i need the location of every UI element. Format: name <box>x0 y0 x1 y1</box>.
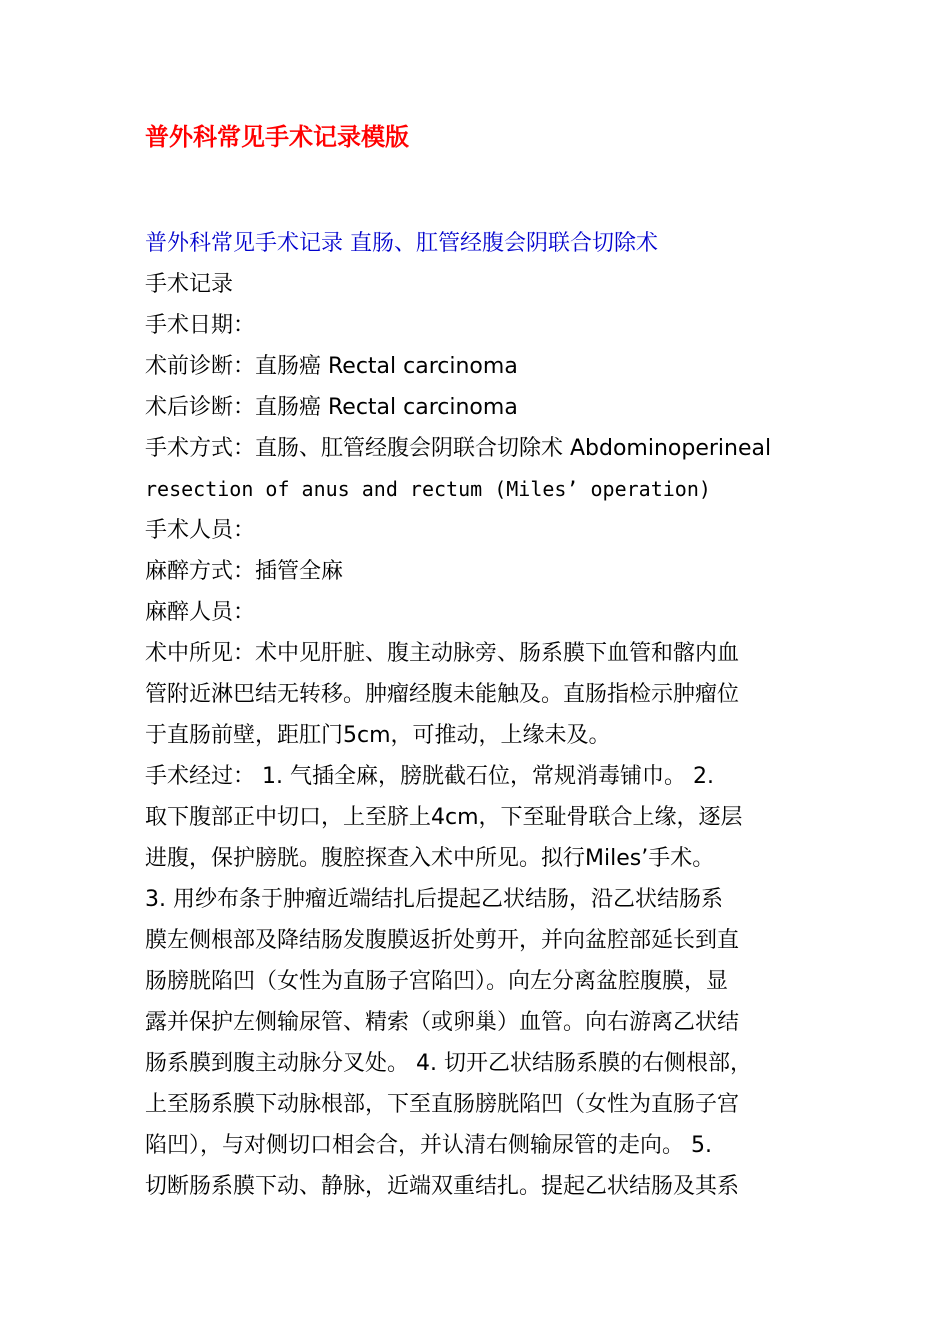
text-line: 切断肠系膜下动、静脉，近端双重结扎。提起乙状结肠及其系 <box>145 1174 740 1199</box>
text-line: 手术日期： <box>145 313 256 338</box>
text-line: 上至肠系膜下动脉根部，下至直肠膀胱陷凹（女性为直肠子宫 <box>145 1092 740 1117</box>
text-line: 3. 用纱布条于肿瘤近端结扎后提起乙状结肠，沿乙状结肠系 <box>145 887 723 912</box>
text-line: 进腹，保护膀胱。腹腔探查入术中所见。拟行Miles’手术。 <box>145 846 715 871</box>
text-line: 肠膀胱陷凹（女性为直肠子宫陷凹）。向左分离盆腔腹膜，显 <box>145 969 729 994</box>
text-line: 手术经过： 1. 气插全麻，膀胱截石位，常规消毒铺巾。 2. <box>145 764 714 789</box>
text-line: 术前诊断：直肠癌 Rectal carcinoma <box>145 354 518 379</box>
document-subtitle: 普外科常见手术记录 直肠、肛管经腹会阴联合切除术 <box>145 231 658 256</box>
text-line: 术后诊断：直肠癌 Rectal carcinoma <box>145 395 518 420</box>
text-line: 露并保护左侧输尿管、精索（或卵巢）血管。向右游离乙状结 <box>145 1010 740 1035</box>
text-line: 陷凹），与对侧切口相会合，并认清右侧输尿管的走向。 5. <box>145 1133 712 1158</box>
text-line: 手术记录 <box>145 272 234 297</box>
text-line: 膜左侧根部及降结肠发腹膜返折处剪开，并向盆腔部延长到直 <box>145 928 740 953</box>
text-line: resection of anus and rectum (Miles’ operation) <box>145 477 711 501</box>
text-line: 手术方式：直肠、肛管经腹会阴联合切除术 Abdominoperineal <box>145 436 772 461</box>
document-body <box>145 223 825 1207</box>
text-line: 取下腹部正中切口，上至脐上4cm，下至耻骨联合上缘，逐层 <box>145 805 743 830</box>
text-line: 麻醉方式：插管全麻 <box>145 559 344 584</box>
text-line: 肠系膜到腹主动脉分叉处。 4. 切开乙状结肠系膜的右侧根部， <box>145 1051 752 1076</box>
text-line: 麻醉人员： <box>145 600 256 625</box>
text-line: 于直肠前壁，距肛门5cm，可推动，上缘未及。 <box>145 723 611 748</box>
document-title: 普外科常见手术记录模版 <box>145 123 409 151</box>
text-line: 管附近淋巴结无转移。肿瘤经腹未能触及。直肠指检示肿瘤位 <box>145 682 740 707</box>
text-line: 手术人员： <box>145 518 256 543</box>
text-line: 术中所见：术中见肝脏、腹主动脉旁、肠系膜下血管和髂内血 <box>145 641 740 666</box>
